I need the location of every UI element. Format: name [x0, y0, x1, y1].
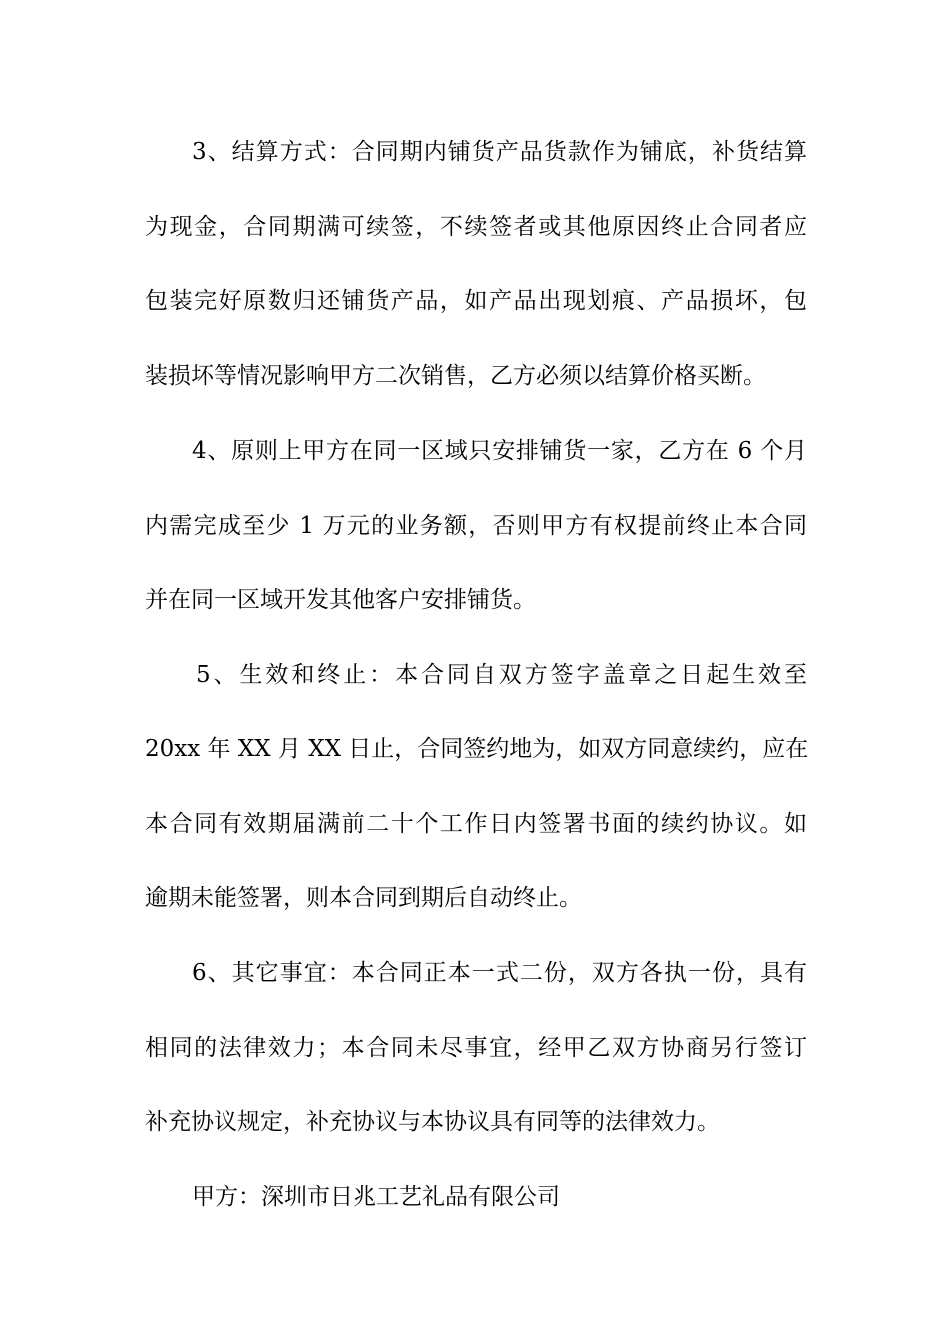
clause-6-line-1: 6、其它事宜：本合同正本一式二份，双方各执一份，具有	[192, 960, 807, 986]
clause-3-line-2: 为现金，合同期满可续签，不续签者或其他原因终止合同者应	[145, 214, 807, 240]
clause-3-line-3: 包装完好原数归还铺货产品，如产品出现划痕、产品损坏，包	[145, 288, 807, 314]
clause-6-line-3: 补充协议规定，补充协议与本协议具有同等的法律效力。	[145, 1109, 720, 1135]
clause-3-line-4: 装损坏等情况影响甲方二次销售，乙方必须以结算价格买断。	[145, 363, 766, 389]
clause-5-line-1: 5、生效和终止：本合同自双方签字盖章之日起生效至	[196, 662, 807, 688]
clause-5-line-3: 本合同有效期届满前二十个工作日内签署书面的续约协议。如	[145, 811, 807, 837]
clause-6-line-2: 相同的法律效力；本合同未尽事宜，经甲乙双方协商另行签订	[145, 1035, 807, 1061]
clause-4-line-1: 4、原则上甲方在同一区域只安排铺货一家，乙方在 6 个月	[192, 438, 807, 464]
party-a-line: 甲方：深圳市日兆工艺礼品有限公司	[192, 1184, 560, 1210]
clause-5-line-2: 20xx 年 XX 月 XX 日止，合同签约地为，如双方同意续约，应在	[145, 736, 809, 762]
clause-4-line-2: 内需完成至少 1 万元的业务额，否则甲方有权提前终止本合同	[145, 513, 807, 539]
clause-4-line-3: 并在同一区域开发其他客户安排铺货。	[145, 587, 536, 613]
clause-3-line-1: 3、结算方式：合同期内铺货产品货款作为铺底，补货结算	[192, 139, 807, 165]
clause-5-line-4: 逾期未能签署，则本合同到期后自动终止。	[145, 885, 582, 911]
